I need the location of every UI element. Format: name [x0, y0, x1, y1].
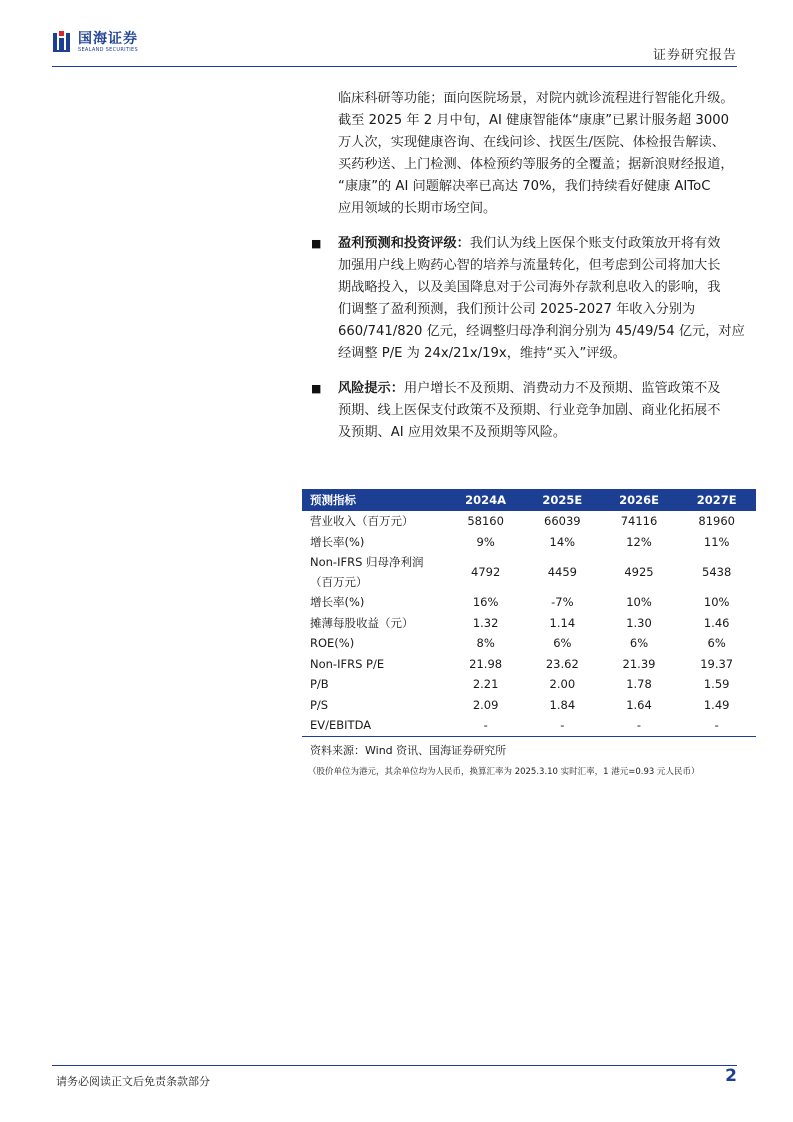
row-label-line: （百万元） — [310, 575, 368, 589]
company-logo — [52, 30, 138, 54]
text-line: 万人次，实现健康咨询、在线问诊、找医生/医院、体检报告解读、 — [338, 135, 725, 150]
table-cell: 6% — [707, 636, 726, 651]
row-label: 摊薄每股收益（元） — [310, 615, 414, 630]
text-line: “康康”的 AI 问题解决率已高达 70%，我们持续看好健康 AIToC — [338, 179, 711, 194]
table-cell: 14% — [549, 534, 576, 549]
table-cell: 1.46 — [703, 615, 730, 630]
logo-english-name: SEALAND SECURITIES — [78, 46, 138, 53]
table-cell: 5438 — [702, 565, 732, 579]
table-row — [302, 654, 756, 675]
footer-divider — [52, 1065, 737, 1066]
table-cell: 81960 — [698, 514, 735, 529]
table-row — [302, 633, 756, 654]
row-label: 增长率(%) — [310, 595, 365, 610]
table-cell: 1.84 — [549, 697, 576, 712]
logo-chinese-name: 国海证券 — [78, 30, 138, 47]
table-cell: 11% — [703, 534, 730, 549]
text-line: 应用领域的长期市场空间。 — [338, 201, 497, 216]
table-cell: 12% — [626, 534, 652, 549]
table-header-cell: 2027E — [677, 489, 756, 511]
table-cell: 1.14 — [549, 615, 576, 630]
table-cell: -7% — [551, 595, 574, 610]
text-line: 及预期、AI 应用效果不及预期等风险。 — [338, 425, 567, 440]
forecast-table — [302, 489, 756, 737]
table-cell: 66039 — [544, 514, 581, 529]
table-cell: 10% — [703, 595, 730, 610]
table-cell: 1.30 — [626, 615, 652, 630]
table-row — [302, 695, 756, 716]
table-source: 资料来源：Wind 资讯、国海证券研究所 — [310, 744, 507, 757]
bullet-icon: ■ — [311, 382, 322, 395]
table-cell: 4459 — [547, 565, 577, 579]
table-row — [302, 552, 756, 592]
table-cell: 10% — [626, 595, 652, 610]
text-line: 预期、线上医保支付政策不及预期、行业竞争加剧、商业化拓展不 — [338, 403, 721, 418]
text-line: 临床科研等功能；面向医院场景，对院内就诊流程进行智能化升级。 — [338, 91, 734, 106]
table-header-cell: 2025E — [524, 489, 601, 511]
row-label: Non-IFRS P/E — [310, 656, 385, 671]
table-cell: 1.59 — [703, 677, 730, 692]
row-label: 营业收入（百万元） — [310, 514, 414, 529]
table-cell: 58160 — [467, 514, 504, 529]
row-label-line: Non-IFRS 归母净利润 — [310, 555, 424, 569]
table-cell: 1.64 — [626, 697, 652, 712]
text-line: 用户增长不及预期、消费动力不及预期、监管政策不及 — [403, 381, 721, 396]
paragraph-intro — [338, 88, 750, 220]
table-row — [302, 592, 756, 613]
table-cell: 16% — [472, 595, 499, 610]
table-cell: 1.49 — [703, 697, 730, 712]
table-cell: 74116 — [620, 514, 658, 529]
row-label: P/B — [310, 677, 329, 692]
table-header-cell: 2024A — [447, 489, 524, 511]
table-cell: 2.09 — [472, 697, 499, 712]
table-cell: - — [447, 715, 524, 736]
bullet-icon: ■ — [311, 237, 322, 250]
section-title-risk: 风险提示： — [338, 381, 404, 396]
row-label — [302, 552, 447, 592]
text-line: 660/741/820 亿元，经调整归母净利润分别为 45/49/54 亿元，对应 — [338, 324, 745, 339]
row-label: P/S — [310, 697, 329, 712]
page-number: 2 — [725, 1066, 737, 1086]
table-row — [302, 532, 756, 553]
table-row — [302, 613, 756, 634]
table-cell: 4792 — [471, 565, 501, 579]
row-label: ROE(%) — [310, 636, 355, 651]
table-cell: 21.39 — [622, 656, 656, 671]
text-line: 买药秒送、上门检测、体检预约等服务的全覆盖；据新浪财经报道， — [338, 157, 734, 172]
paragraph-forecast — [338, 233, 750, 365]
table-cell: 4925 — [624, 565, 654, 579]
table-cell: 8% — [476, 636, 495, 651]
table-cell: 9% — [476, 534, 495, 549]
text-line: 加强用户线上购药心智的培养与流量转化，但考虑到公司将加大长 — [338, 258, 721, 273]
text-line: 们调整了盈利预测，我们预计公司 2025-2027 年收入分别为 — [338, 302, 696, 317]
table-cell: - — [677, 715, 756, 736]
table-cell: 2.21 — [472, 677, 499, 692]
text-line: 我们认为线上医保个账支付政策放开将有效 — [469, 236, 721, 251]
sealand-logo-icon — [52, 30, 74, 54]
table-cell: 1.78 — [626, 677, 652, 692]
table-cell: - — [601, 715, 678, 736]
text-line: 截至 2025 年 2 月中旬，AI 健康智能体“康康”已累计服务超 3000 — [338, 113, 729, 128]
table-header-cell: 2026E — [601, 489, 678, 511]
section-title-forecast: 盈利预测和投资评级： — [338, 236, 470, 251]
table-cell: 1.32 — [472, 615, 499, 630]
table-cell: 6% — [553, 636, 572, 651]
report-type-label: 证券研究报告 — [652, 48, 737, 63]
table-cell: 6% — [629, 636, 649, 651]
table-cell: 2.00 — [549, 677, 576, 692]
row-label: 增长率(%) — [310, 534, 365, 549]
table-cell: - — [524, 715, 601, 736]
table-note: （股价单位为港元，其余单位均为人民币，换算汇率为 2025.3.10 实时汇率，1 港元=0.93 元人民币） — [308, 767, 700, 777]
table-row — [302, 674, 756, 695]
paragraph-risk — [338, 378, 750, 444]
header-divider — [52, 66, 737, 67]
footer-disclaimer: 请务必阅读正文后免责条款部分 — [56, 1075, 210, 1088]
table-cell: 23.62 — [545, 656, 579, 671]
table-row — [302, 511, 756, 532]
table-cell: 19.37 — [700, 656, 734, 671]
row-label: EV/EBITDA — [302, 715, 447, 736]
table-header-row — [302, 489, 756, 511]
text-line: 期战略投入，以及美国降息对于公司海外存款利息收入的影响，我 — [338, 280, 721, 295]
table-header-cell: 预测指标 — [302, 489, 447, 511]
text-line: 经调整 P/E 为 24x/21x/19x，维持“买入”评级。 — [338, 346, 626, 361]
table-cell: 21.98 — [469, 656, 503, 671]
table-row — [302, 715, 756, 736]
